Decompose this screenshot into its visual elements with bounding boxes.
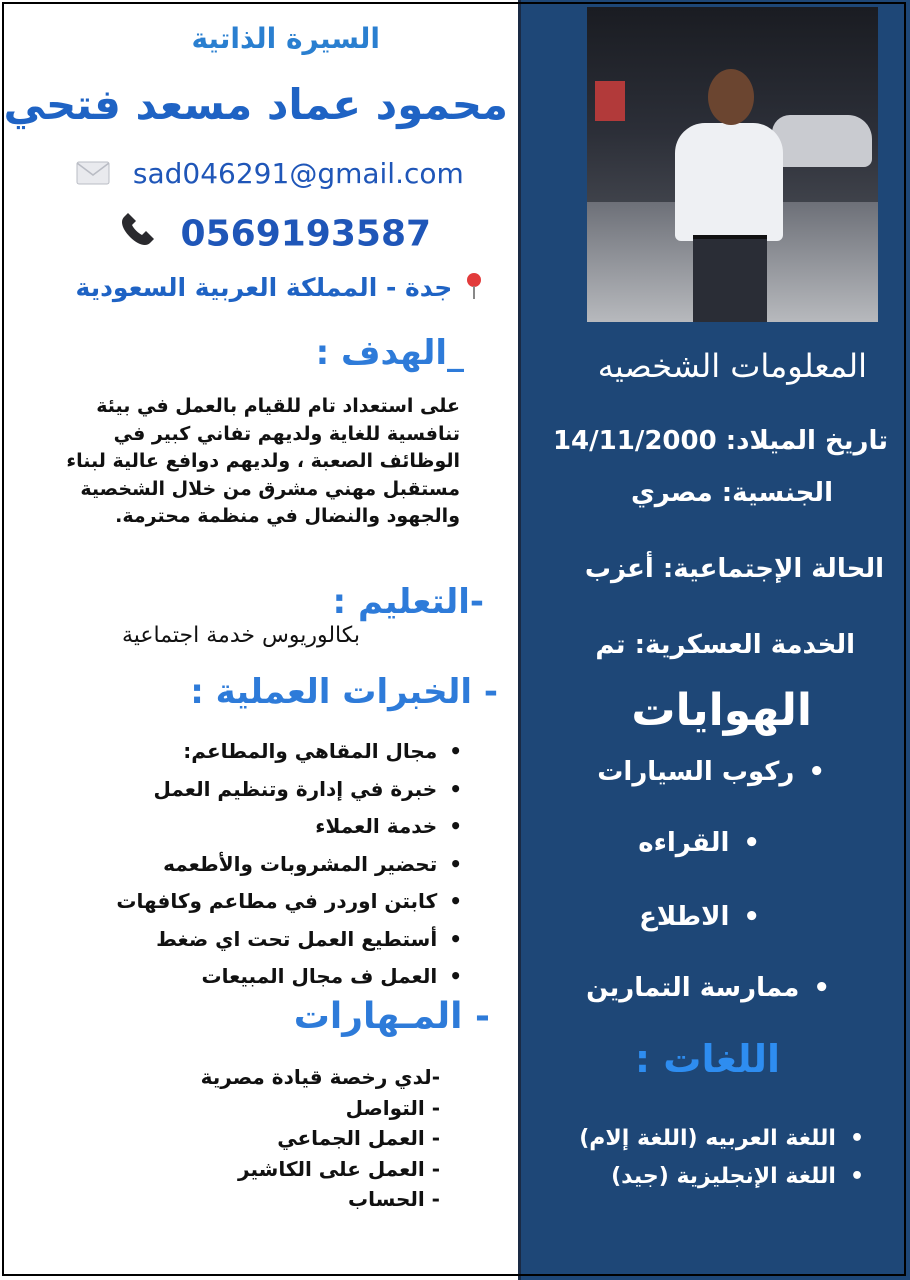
list-item: - الحساب <box>347 1187 440 1211</box>
education-heading: -التعليم : <box>332 582 484 622</box>
military-service: الخدمة العسكرية: تم <box>595 630 855 660</box>
language-item: • اللغة الإنجليزية (جيد) <box>611 1164 864 1189</box>
list-item: - العمل الجماعي <box>277 1126 440 1150</box>
cv-title: السيرة الذاتية <box>191 22 380 55</box>
page-border <box>2 2 906 1276</box>
birth-date: تاريخ الميلاد: 14/11/2000 <box>552 426 888 456</box>
full-name: محمود عماد مسعد فتحي <box>3 80 508 129</box>
list-item: • أستطيع العمل تحت اي ضغط <box>116 921 462 959</box>
list-item: • مجال المقاهي والمطاعم: <box>116 733 462 771</box>
hobbies-heading: الهوايات <box>631 685 812 736</box>
personal-info-heading: المعلومات الشخصيه <box>597 347 867 385</box>
list-item: -لدي رخصة قيادة مصرية <box>200 1065 440 1089</box>
location-text: جدة - المملكة العربية السعودية <box>75 273 453 302</box>
languages-heading: اللغات : <box>634 1037 780 1081</box>
marital-status: الحالة الإجتماعية: أعزب <box>584 554 884 584</box>
phone-text[interactable]: 0569193587 <box>180 213 432 255</box>
nationality: الجنسية: مصري <box>630 478 833 508</box>
education-degree: بكالوريوس خدمة اجتماعية <box>121 623 360 648</box>
list-item: • كابتن اوردر في مطاعم وكافهات <box>116 883 462 921</box>
list-item: • خبرة في إدارة وتنظيم العمل <box>116 771 462 809</box>
hobby-item: • الاطلاع <box>639 902 760 932</box>
experience-heading: - الخبرات العملية : <box>190 672 498 712</box>
objective-heading: _الهدف : <box>315 333 464 373</box>
hobby-item: • ممارسة التمارين <box>586 973 830 1003</box>
hobby-item: • القراءه <box>638 828 760 858</box>
list-item: • العمل ف مجال المبيعات <box>116 958 462 996</box>
list-item: - التواصل <box>345 1095 440 1120</box>
list-item: - العمل على الكاشير <box>238 1156 440 1181</box>
objective-text: على استعداد تام للقيام بالعمل في بيئة تنافسية للغاية ولديهم تفاني كبير في الوظائف الصعبة ، ولديهم دوافع عالية لبناء مستقبل مهني مشرق من خلال الشخصية والجهود والنضال في منظمة محترمة. <box>66 395 460 527</box>
email-text[interactable]: sad046291@gmail.com <box>132 157 464 190</box>
list-item: • تحضير المشروبات والأطعمه <box>116 846 462 884</box>
hobby-item: • ركوب السيارات <box>597 757 825 787</box>
skills-heading: - المـهارات <box>293 996 490 1037</box>
language-item: • اللغة العربيه (اللغة إلام) <box>579 1126 864 1151</box>
list-item: • خدمة العملاء <box>116 808 462 846</box>
